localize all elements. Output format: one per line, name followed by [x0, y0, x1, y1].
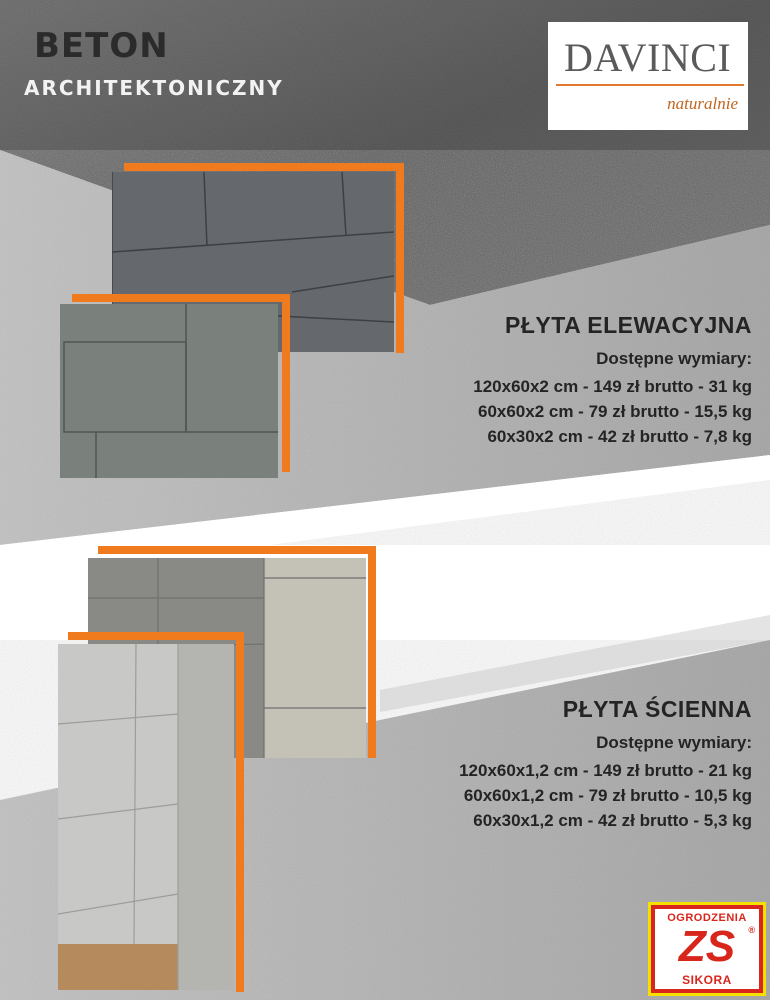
dimension-row: 60x30x1,2 cm - 42 zł brutto - 5,3 kg — [473, 811, 752, 830]
section-heading: PŁYTA ŚCIENNA — [562, 696, 752, 722]
brand-underline — [556, 84, 744, 86]
availability-label: Dostępne wymiary: — [596, 349, 752, 368]
availability-label: Dostępne wymiary: — [596, 733, 752, 752]
dimension-row: 60x60x1,2 cm - 79 zł brutto - 10,5 kg — [463, 786, 752, 805]
dimension-row: 60x60x2 cm - 79 zł brutto - 15,5 kg — [477, 402, 752, 421]
dimension-row: 120x60x1,2 cm - 149 zł brutto - 21 kg — [459, 761, 752, 780]
wall-panel-photo-interior — [58, 644, 234, 990]
logo-mark: ZS — [678, 922, 736, 971]
page-subtitle: ARCHITEKTONICZNY — [24, 76, 284, 100]
registered-mark: ® — [748, 925, 755, 935]
dimension-row: 60x30x2 cm - 42 zł brutto - 7,8 kg — [487, 427, 752, 446]
dimension-row: 120x60x2 cm - 149 zł brutto - 31 kg — [473, 377, 752, 396]
facade-panel-photo-small — [60, 304, 278, 478]
logo-top-text: OGRODZENIA — [667, 912, 747, 924]
ogrodzenia-zs-sikora-logo — [648, 902, 766, 996]
brand-name: DAVINCI — [564, 35, 732, 80]
section-heading: PŁYTA ELEWACYJNA — [505, 312, 752, 338]
davinci-logo — [548, 22, 748, 130]
section-facade-panel — [473, 312, 752, 449]
logo-inner — [655, 909, 759, 989]
logo-bottom-text: SIKORA — [682, 973, 732, 987]
section-wall-panel — [459, 696, 752, 833]
page-title: BETON — [34, 26, 169, 66]
brand-tagline: naturalnie — [667, 94, 738, 113]
